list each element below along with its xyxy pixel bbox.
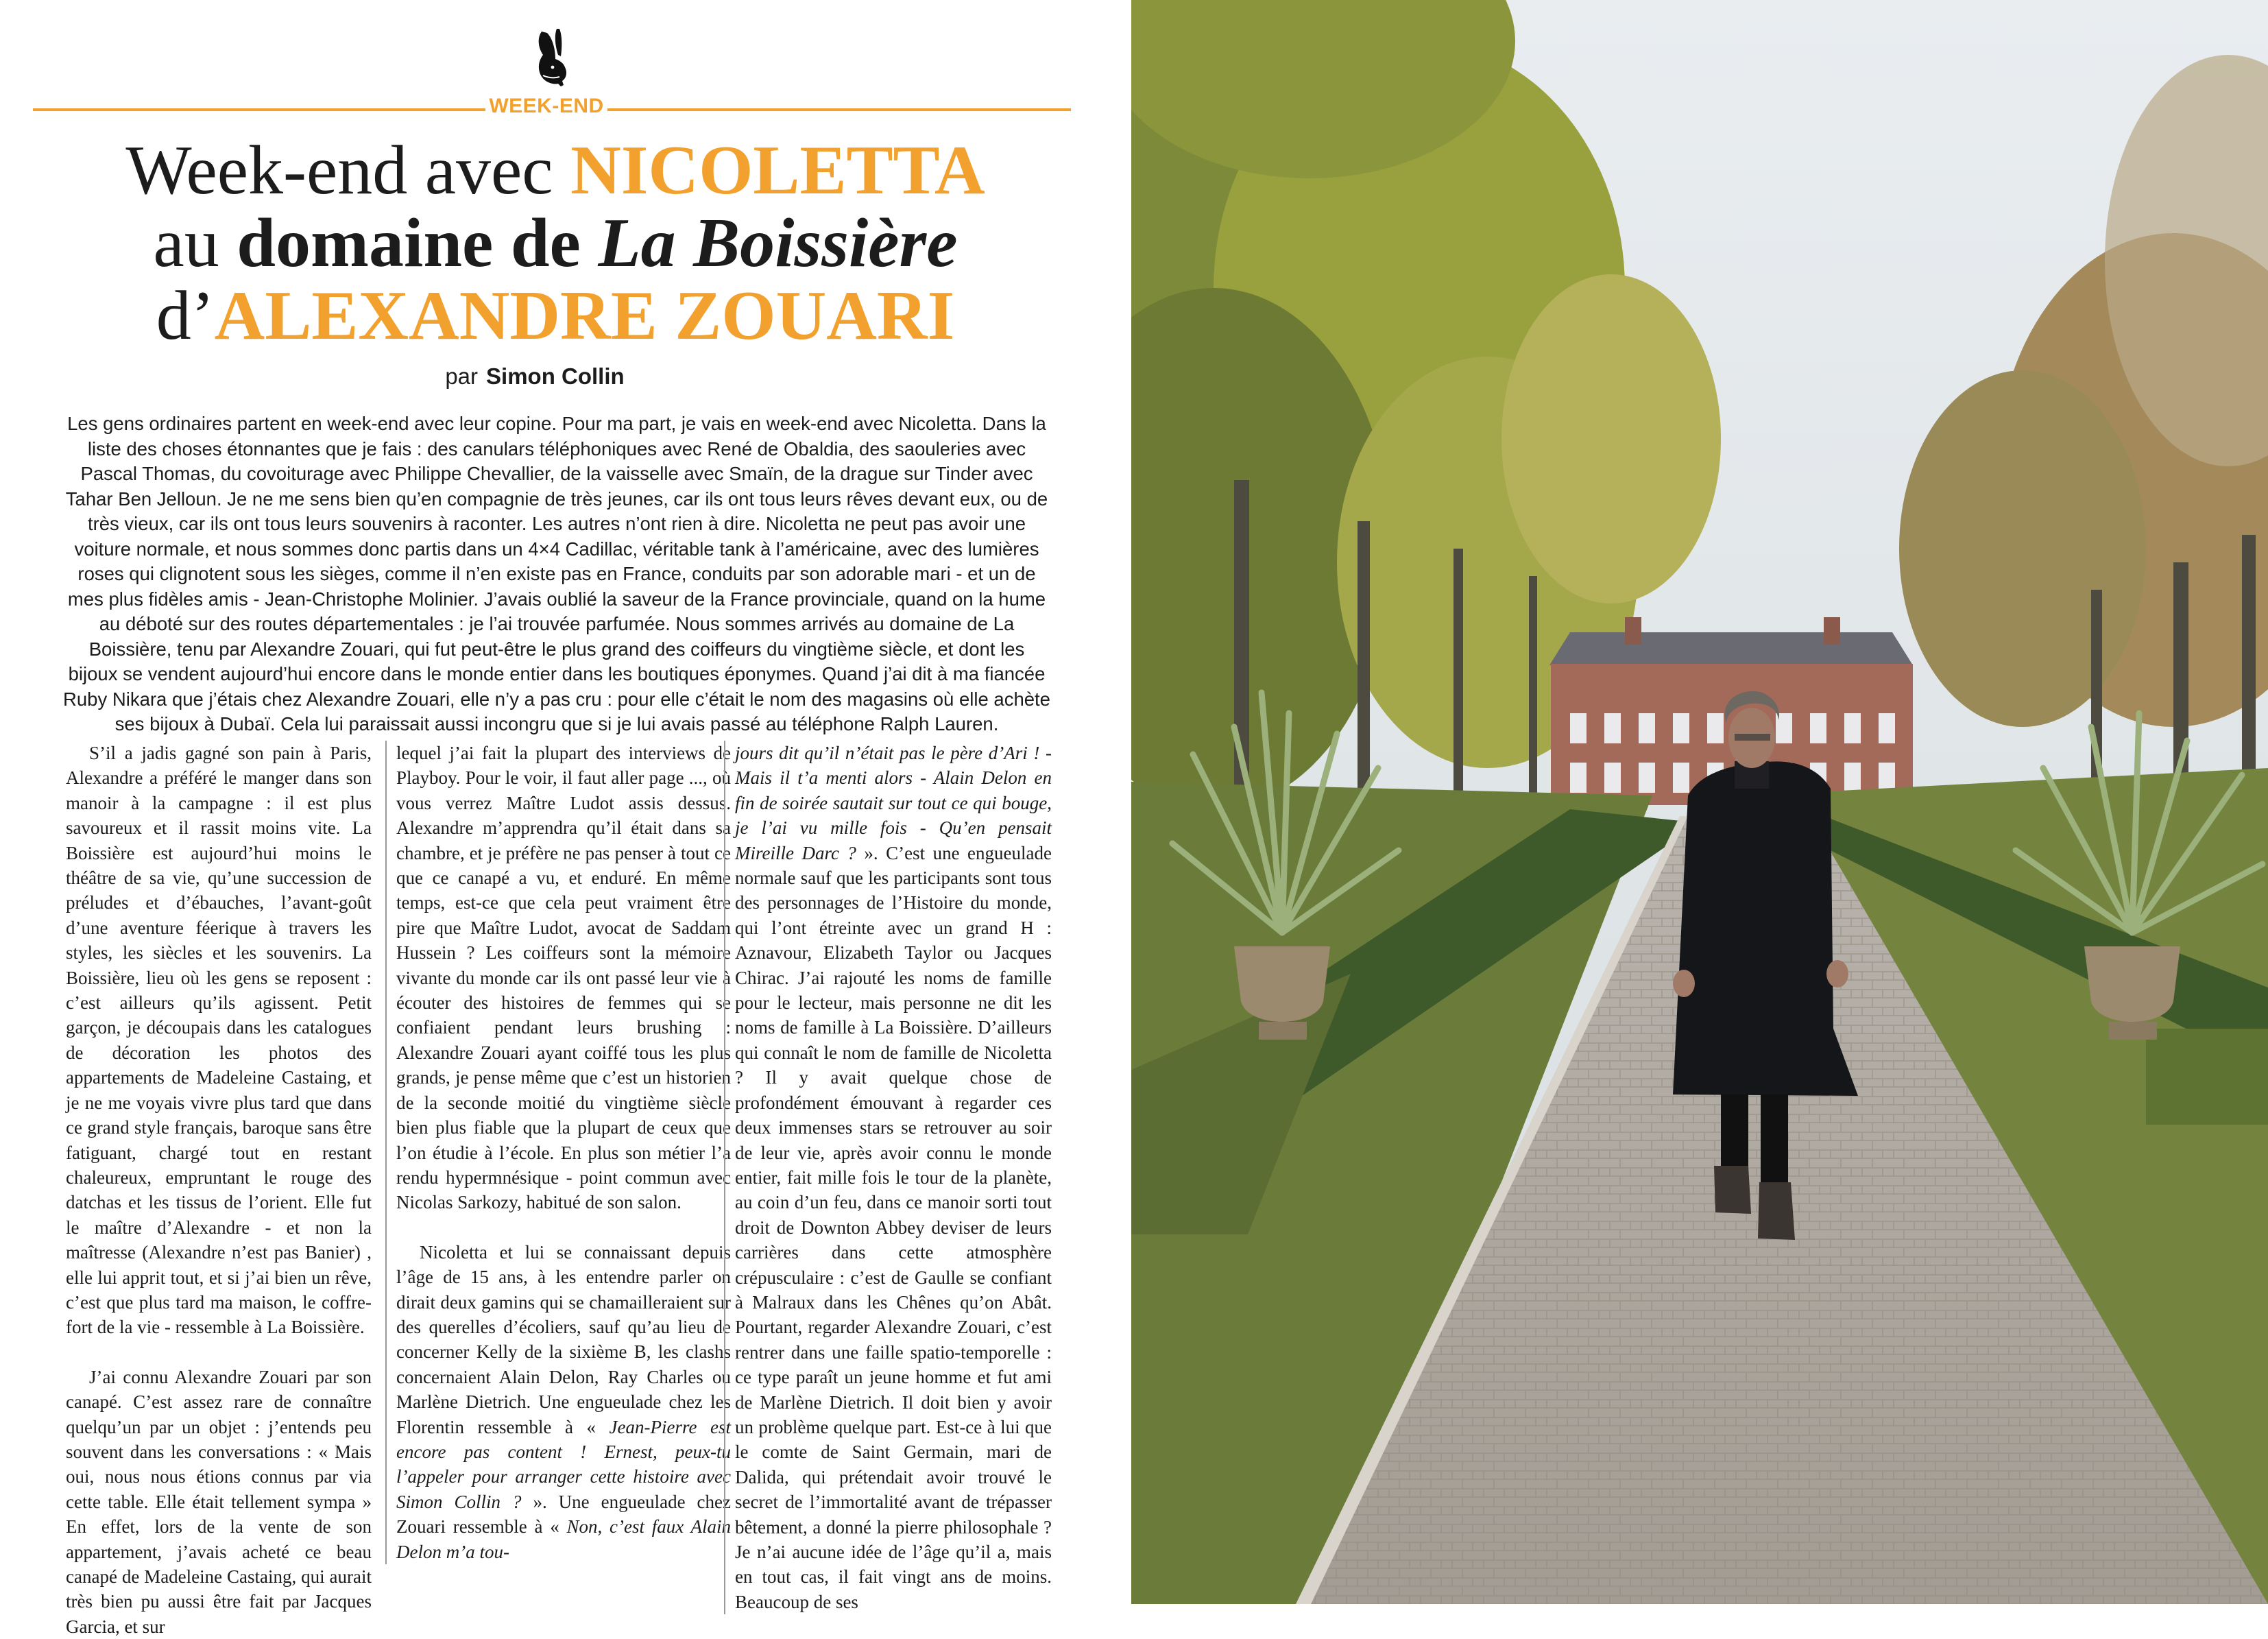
byline — [0, 363, 1070, 390]
headline-text: Week-end avec — [125, 132, 571, 209]
headline — [41, 132, 1070, 355]
rabbit-head-logo-icon — [528, 26, 576, 88]
header-rule-right — [607, 108, 1071, 111]
body-paragraph: J’ai connu Alexandre Zouari par son canapé. C’est assez rare de connaître quelqu’un par un objet : j’entends peu souvent dans les conversations : « Mais oui, nous nous étions connus par via cette table. Elle était tellement sympa » En effet, lors de la vente de son appartement, j’avais acheté ce beau canapé de Madeleine Castaing, qui aurait très bien pu aussi être fait par Jacques Garcia, et sur — [66, 1366, 372, 1637]
body-text: Nicoletta et lui se connaissant depuis l’âge de 15 ans, à les entendre parler on dirait deux gamins qui se chamailleraient sur des querelles d’écoliers, sauf qu’au lieu de concerner Kelly de la sixième B, les clashs concernaient Alain Delon, Ray Charles ou Marlène Dietrich. Une engueulade chez les Florentin ressemble à « — [396, 1241, 731, 1437]
headline-line-3 — [41, 277, 1070, 355]
header-rule-left — [33, 108, 485, 111]
body-paragraph: S’il a jadis gagné son pain à Paris, Alexandre a préféré le manger dans son manoir à la campagne : il est plus savoureux et il rassit moins vite. La Boissière est aujourd’hui moins le théâtre de sa vie, qu’une succession de préludes et d’ébauches, l’avant-goût d’une aventure féerique à travers les styles, les siècles et les souvenirs. La Boissière, lieu où les gens se reposent : c’est ailleurs qu’ils agissent. Petit garçon, je découpais dans les catalogues de décoration les photos des appartements de Madeleine Castaing, et je ne me voyais vivre plus tard que dans ce grand style français, baroque sans être fatiguant, chargé tout en restant chaleureux, empruntant le rouge des datchas et les tissus de l’orient. Elle fut le maître d’Alexandre - et non la maîtresse (Alexandre n’est pas Banier) , elle lui apprit tout, et si j’ai bien un rêve, c’est que plus tard ma maison, le coffre-fort de la vie - ressemble à La Boissière. — [66, 743, 372, 1338]
headline-name-zouari: ALEXANDRE ZOUARI — [214, 277, 955, 355]
body-quote: Jean-Pierre est encore pas content ! Ernest, peux-tu l’appeler pour arranger cette histoire avec Simon Collin ? — [396, 1416, 731, 1512]
body-column-1 — [66, 741, 372, 1639]
body-column-2 — [385, 741, 731, 1564]
byline-prefix: par — [445, 363, 479, 389]
headline-place-name: La Boissière — [598, 204, 958, 282]
body-column-3 — [724, 741, 1052, 1614]
intro-paragraph: Les gens ordinaires partent en week-end avec leur copine. Pour ma part, je vais en week-end avec Nicoletta. Dans la liste des choses étonnantes que je fais : des canulars téléphoniques avec René de Obaldia, des saouleries avec Pascal Thomas, du covoiturage avec Philippe Chevallier, de la vaisselle avec Smaïn, de la drague sur Tinder avec Tahar Ben Jelloun. Je ne me sens bien qu’en compagnie de très jeunes, car ils ont tous leurs rêves devant eux, ou de très vieux, car ils ont tous leurs souvenirs à raconter. Les autres n’ont rien à dire. Nicoletta ne peut pas avoir une voiture normale, et nous sommes donc partis dans un 4×4 Cadillac, véritable tank à l’américaine, avec des lumières roses qui clignotent sous les sièges, comme il n’en existe pas en France, conduits par son adorable mari - et un de mes plus fidèles amis - Jean-Christophe Molinier. J’avais oublié la saveur de la France provinciale, quand on la hume au déboté sur des routes départementales : je l’ai trouvée parfumée. Nous sommes arrivés au domaine de La Boissière, tenu par Alexandre Zouari, qui fut peut-être le plus grand des coiffeurs du vingtième siècle, et dont les bijoux se vendent aujourd’hui encore dans le monde entier dans les boutiques éponymes. Quand j’ai dit à ma fiancée Ruby Nikara que j’étais chez Alexandre Zouari, elle n’y a pas cru : pour elle c’était le nom des magasins où elle achète ses bijoux à Dubaï. Cela lui paraissait aussi incongru que si je lui avais passé au téléphone Ralph Lauren. — [63, 413, 1050, 734]
headline-name-nicoletta: NICOLETTA — [570, 132, 985, 209]
section-label: WEEK-END — [489, 95, 604, 117]
feature-photo — [1131, 0, 2268, 1604]
body-quote: Non, c’est faux Alain Delon m’a tou- — [396, 1516, 731, 1562]
body-paragraph: lequel j’ai fait la plupart des interviews de Playboy. Pour le voir, il faut aller page ..., où vous verrez Maître Ludot assis dessus. Alexandre m’apprendra qu’il était dans sa chambre, et je préfère ne pas penser à tout ce que ce canapé a vu, et enduré. En même temps, est-ce que cela peut vraiment être pire que Maître Ludot, avocat de Saddam Hussein ? Les coiffeurs sont la mémoire vivante du monde car ils ont passé leur vie à écouter des histoires de femmes qui se confiaient pendant leurs brushing : Alexandre Zouari ayant coiffé tous les plus grands, je pense même que c’est un historien de la seconde moitié du vingtième siècle bien plus fiable que la plupart de ceux que l’on étudie à l’école. En plus son métier l’a rendu hypermnésique - point commun avec Nicolas Sarkozy, habitué de son salon. — [396, 743, 731, 1213]
headline-text-bold: domaine de — [237, 204, 599, 282]
body-text: ». Une engueulade chez Zouari ressemble à « — [396, 1491, 731, 1538]
headline-text: d’ — [156, 277, 215, 355]
body-quote: jours dit qu’il n’était pas le père d’Ari ! - Mais il t’a menti alors - Alain Delon en fin de soirée sautait sur tout ce qui bouge, je l’ai vu mille fois - Qu’en pensait Mireille Darc ? — [735, 743, 1052, 863]
headline-line-2 — [41, 204, 1070, 282]
headline-text: au — [153, 204, 237, 282]
body-paragraph — [735, 741, 1052, 1614]
body-paragraph — [396, 1240, 731, 1564]
byline-author: Simon Collin — [486, 363, 625, 389]
headline-line-1 — [41, 134, 1070, 207]
article-page — [0, 0, 1131, 1637]
body-text: ». C’est une engueulade normale sauf que les participants sont tous des personnages de l’Histoire du monde, qui l’ont étreinte avec un grand H : Aznavour, Elizabeth Taylor ou Jacques Chirac. J’ai rajouté les noms de famille pour le lecteur, mais personne ne dit les noms de famille à La Boissière. D’ailleurs qui connaît le nom de famille de Nicoletta ? Il y avait quelque chose de profondément émouvant à regarder ces deux immenses stars se retrouver au soir de leur vie, après avoir connu le monde entier, fait mille fois le tour de la planète, au coin d’un feu, dans ce manoir sorti tout droit de Downton Abbey deviser de leurs carrières dans cette atmosphère crépusculaire : c’est de Gaulle se confiant à Malraux dans les Chênes qu’on Abât. Pourtant, regarder Alexandre Zouari, c’est rentrer dans une faille spatio-temporelle : ce type paraît un jeune homme et fut ami de Marlène Dietrich. Il doit bien y avoir un problème quelque part. Est-ce à lui que le comte de Saint Germain, mari de Dalida, qui prétendait avoir trouvé le secret de l’immortalité avant de trépasser bêtement, a donné la pierre philosophale ? Je n’ai aucune idée de l’âge qu’il a, mais en tout cas, il fait vingt ans de moins. Beaucoup de ses — [735, 842, 1052, 1612]
